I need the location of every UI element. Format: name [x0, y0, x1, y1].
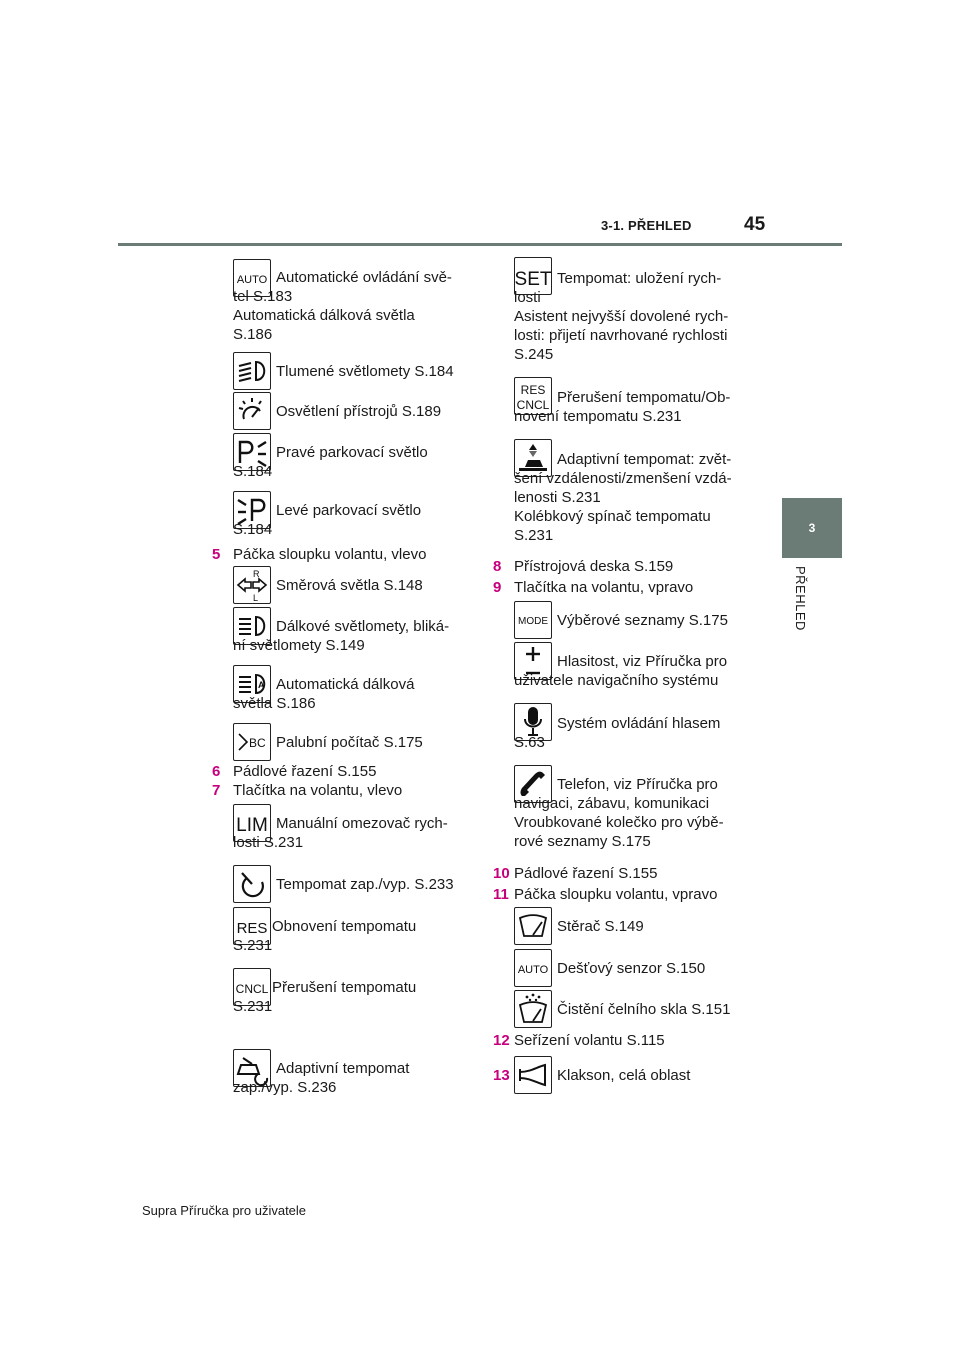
- distance-control-text: Adaptivní tempomat: zvět- šení vzdálenosti/zmenšení vzdá- lenosti S.231 Kolébkový spínač tempomatu S.231: [514, 451, 732, 544]
- turn-signal-l: L: [253, 593, 259, 603]
- washer-text: Čistění čelního skla S.151: [557, 1001, 731, 1018]
- item-number-6: 6: [212, 763, 221, 780]
- item-number-5: 5: [212, 546, 221, 563]
- right-parking-light-text: Pravé parkovací světlo S.184: [233, 444, 428, 480]
- board-computer-icon: [233, 723, 271, 761]
- set-text: Tempomat: uložení rych- losti Asistent nejvyšší dovolené rych- losti: přijetí navrhované rychlosti S.245: [514, 270, 729, 363]
- header-divider: [118, 243, 842, 246]
- cancel-label: CNCL: [235, 982, 269, 996]
- item-number-12: 12: [493, 1032, 510, 1049]
- item-number-9: 9: [493, 579, 502, 596]
- cruise-control-icon: [233, 865, 271, 903]
- cruise-control-text: Tempomat zap./vyp. S.233: [276, 876, 454, 893]
- resume-cancel-res: RES: [520, 383, 546, 397]
- left-parking-light-text: Levé parkovací světlo S.184: [233, 502, 422, 538]
- low-beam-icon: [233, 352, 271, 390]
- item-8-text: Přístrojová deska S.159: [514, 558, 674, 575]
- item-5-text: Páčka sloupku volantu, vlevo: [233, 546, 427, 563]
- wiper-text: Stěrač S.149: [557, 918, 644, 935]
- board-computer-text: Palubní počítač S.175: [276, 734, 423, 751]
- volume-text: Hlasitost, viz Příručka pro uživatele navigačního systému: [514, 653, 728, 689]
- item-number-10: 10: [493, 865, 510, 882]
- auto-high-beam-text: Automatická dálková světla S.186: [233, 676, 415, 712]
- mode-text: Výběrové seznamy S.175: [557, 612, 728, 629]
- item-number-8: 8: [493, 558, 502, 575]
- page-number: 45: [744, 214, 766, 235]
- item-10-text: Pádlové řazení S.155: [514, 865, 658, 882]
- set-label: SET: [515, 269, 551, 290]
- board-computer-label: BC: [249, 736, 266, 750]
- low-beam-text: Tlumené světlomety S.184: [276, 363, 454, 380]
- resume-cancel-cncl: CNCL: [516, 398, 550, 412]
- rain-sensor-icon: [514, 949, 552, 987]
- item-number-7: 7: [212, 782, 221, 799]
- resume-cancel-text: Přerušení tempomatu/Ob- novení tempomatu S.231: [514, 389, 731, 425]
- instrument-light-text: Osvětlení přístrojů S.189: [276, 403, 442, 420]
- rain-sensor-label: AUTO: [517, 964, 549, 976]
- item-number-13: 13: [493, 1067, 510, 1084]
- washer-icon: [514, 990, 552, 1028]
- chapter-tab[interactable]: 3: [782, 498, 842, 558]
- item-12-text: Seřízení volantu S.115: [514, 1032, 665, 1049]
- item-7-text: Tlačítka na volantu, vlevo: [233, 782, 403, 799]
- auto-light-text: Automatické ovládání svě- tel S.183 Automatická dálková světla S.186: [233, 269, 452, 343]
- adaptive-cruise-text: Adaptivní tempomat zap./vyp. S.236: [233, 1060, 410, 1096]
- turn-signal-text: Směrová světla S.148: [276, 577, 423, 594]
- horn-icon: [514, 1056, 552, 1094]
- item-11-text: Páčka sloupku volantu, vpravo: [514, 886, 718, 903]
- phone-text: Telefon, viz Příručka pro navigaci, zábavu, komunikaci Vroubkované kolečko pro výbě- rové seznamy S.175: [514, 776, 724, 850]
- mode-icon: [514, 601, 552, 639]
- footer-text: Supra Příručka pro uživatele: [142, 1203, 307, 1218]
- turn-signal-r: R: [253, 569, 260, 579]
- high-beam-text: Dálkové světlomety, bliká- ní světlomety S.149: [233, 618, 450, 654]
- item-6-text: Pádlové řazení S.155: [233, 763, 377, 780]
- auto-high-beam-a: A: [258, 680, 265, 690]
- rain-sensor-text: Dešťový senzor S.150: [557, 960, 706, 977]
- speed-limiter-label: LIM: [236, 815, 268, 836]
- auto-icon-label: AUTO: [236, 274, 268, 286]
- resume-label: RES: [236, 920, 268, 937]
- horn-text: Klakson, celá oblast: [557, 1067, 691, 1084]
- item-number-11: 11: [493, 886, 509, 903]
- mode-label: MODE: [518, 616, 548, 627]
- turn-signal-icon: [233, 566, 271, 604]
- cancel-text: Přerušení tempomatu S.231: [233, 979, 417, 1015]
- instrument-light-icon: [233, 392, 271, 430]
- resume-text: Obnovení tempomatu S.231: [233, 918, 417, 954]
- chapter-tab-label: PŘEHLED: [793, 566, 808, 631]
- speed-limiter-text: Manuální omezovač rych- losti S.231: [233, 815, 448, 851]
- wiper-icon: [514, 907, 552, 945]
- section-title: 3-1. PŘEHLED: [601, 218, 692, 233]
- item-9-text: Tlačítka na volantu, vpravo: [514, 579, 694, 596]
- microphone-text: Systém ovládání hlasem S.63: [514, 715, 721, 751]
